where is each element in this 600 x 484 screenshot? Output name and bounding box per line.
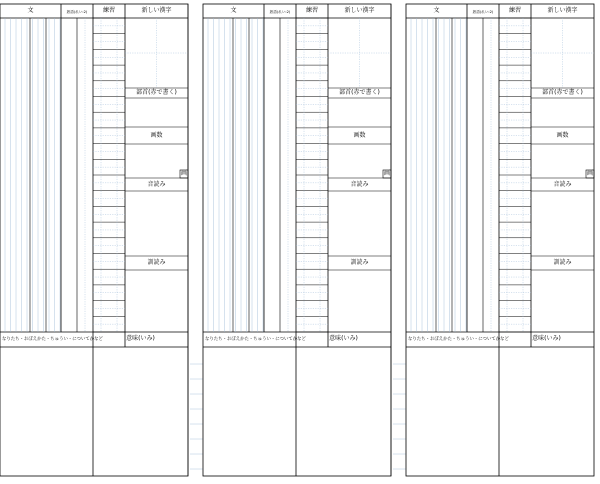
stroke-unit-label: 画 [586,170,593,177]
radical-label: 部首(赤で書く) [136,89,177,96]
stroke-count-label: 画数 [150,132,163,139]
sentence-header: 文 [433,7,440,14]
practice-header: 練習 [102,7,115,14]
onyomi-label: 音読み [553,181,572,188]
stroke-count-label: 画数 [353,132,366,139]
sentence-header: 文 [230,7,237,14]
stroke-count-label: 画数 [556,132,569,139]
meaning-label: 意味(いみ) [329,335,358,342]
kunyomi-label: 訓読み [147,259,166,266]
meaning-label: 意味(いみ) [126,335,155,342]
radical-label: 部首(赤で書く) [542,89,583,96]
sentence-example-note: 熟語(れい:2) [472,10,494,14]
panel-gap-strip [188,4,203,476]
new-kanji-header: 新しい漢字 [547,7,578,14]
kunyomi-label: 訓読み [350,259,369,266]
practice-header: 練習 [305,7,318,14]
meaning-label: 意味(いみ) [532,335,561,342]
kunyomi-label: 訓読み [553,259,572,266]
sentence-example-note: 熟語(れい:2) [269,10,291,14]
gap-grid [391,4,406,476]
radical-label: 部首(赤で書く) [339,89,380,96]
origin-notes-label: なりたち・おぼえかた・ちゅうい・についてかなど [408,337,509,342]
practice-header: 練習 [508,7,521,14]
panel-grid [203,4,391,476]
origin-notes-label: なりたち・おぼえかた・ちゅうい・についてかなど [205,337,306,342]
panel-grid [0,4,188,476]
stroke-unit-label: 画 [383,170,390,177]
onyomi-label: 音読み [350,181,369,188]
kanji-practice-panel [0,4,188,476]
kanji-practice-panel [406,4,594,476]
sentence-example-note: 熟語(れい:2) [66,10,88,14]
stroke-unit-label: 画 [180,170,187,177]
kanji-practice-panel [203,4,391,476]
gap-grid [188,4,203,476]
panel-gap-strip [391,4,406,476]
sentence-header: 文 [27,7,34,14]
panel-grid [406,4,594,476]
new-kanji-header: 新しい漢字 [141,7,172,14]
origin-notes-label: なりたち・おぼえかた・ちゅうい・についてかなど [2,337,103,342]
onyomi-label: 音読み [147,181,166,188]
new-kanji-header: 新しい漢字 [344,7,375,14]
